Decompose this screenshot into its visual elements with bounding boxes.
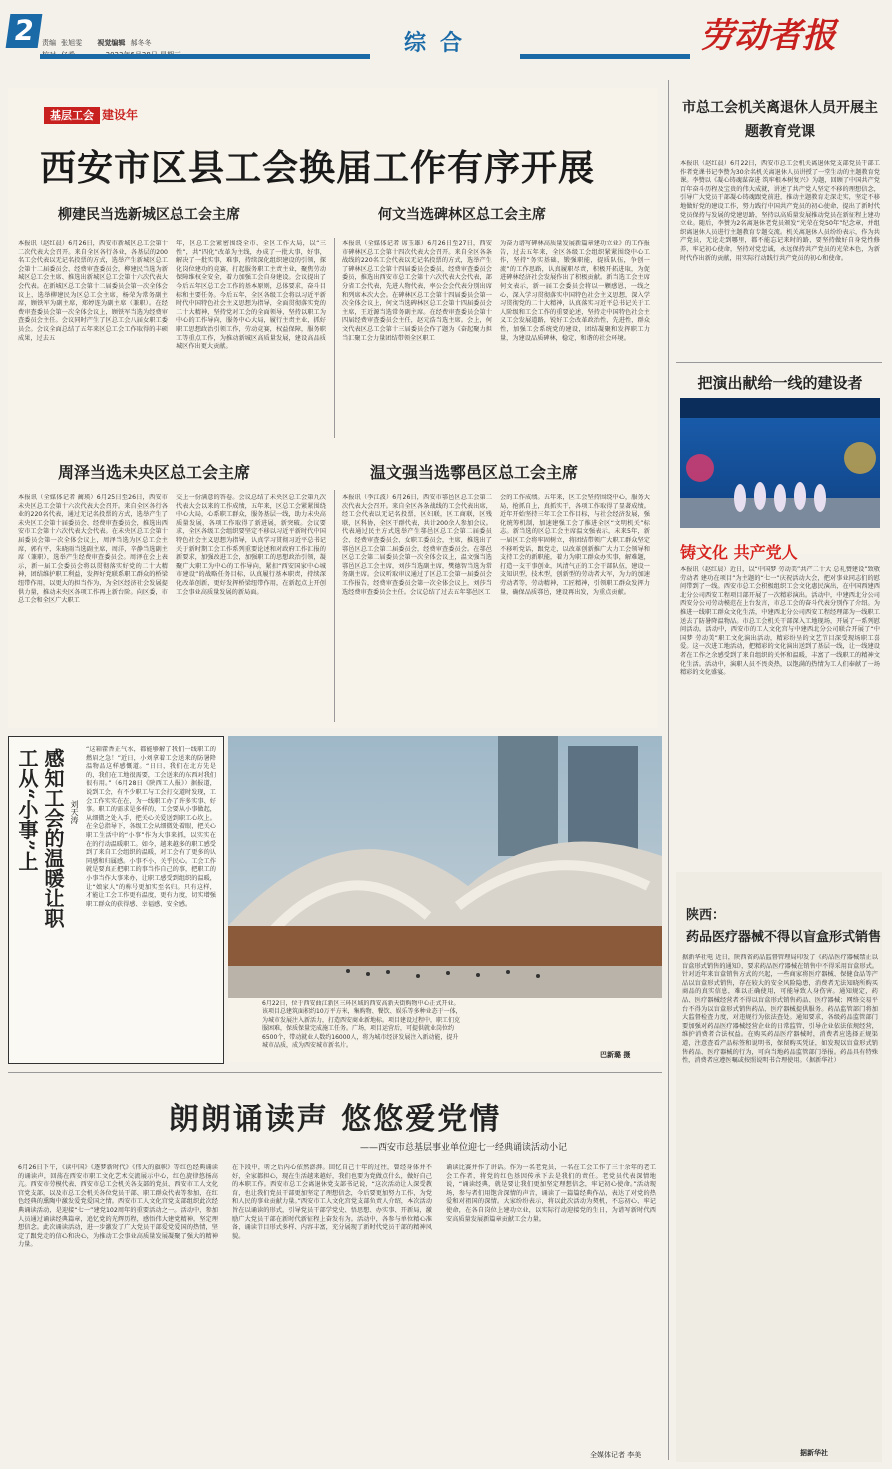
header-rule-right [520,54,690,59]
lead-subhead-1: 柳建民当选新城区总工会主席 [58,207,240,223]
editor-label: 责编 [42,39,56,47]
visual-label: 视觉编辑 [97,39,126,47]
lead-col-2: 年，区总工会紧密围绕全市、全区工作大局，以“三性”，共“四化”改革为主线，办成了一批大事，好事，解决了一批实事，难事，持续深化组织建设的引领，探化岗位建功的竞赛，打起服务职工主责主业，聚焦劳动保障维权全安全，着力加强工会自身建设。会议提出了今后五年区总工会工作的基本原则，总体要求，奋斗目标和主要任务。今后五年，全区各级工会将以习近平新时代中国特色社会主义思想为指导，全面贯彻落实党的二十大精神，坚持党对工会的全面领导，坚持以职工为中心的工作导向，服务中心大局，履行主责主业，抓好职工思想政治引领工作，劳动竞赛，权益保障，服务职工等重点工作，为推动新城区高质量发展，建设高品质城区作出更大贡献。 [176,240,326,351]
header-meta-2 [42,42,362,52]
page-number: 2 [6,14,43,48]
lead-divider-2 [334,490,335,722]
right-story3-source: 据新华社 [800,1449,828,1457]
lead-col-6: 交上一份满意的答卷。会议总结了未央区总工会第九次代表大会以来的工作成绩，五年来，区总工会紧紧围绕中心大局，心系职工群众，服务基层一线，助力未央高质量发展，各项工作取得了新进展，新突破。会议要求，全区各级工会组织要坚定不移以习近平新时代中国特色社会主义思想为指导，认真学习贯彻习近平总书记关于新时期工会工作系列重要论述和对政府工作汇报的新要求，加强改进工会，加强职工的思想政治引领，凝聚广大职工为中心的工作导向，紧扣“西安国家中心城市建设”的战略任务目标，认真履行基本职责，持续深化改革创新，更好发挥桥梁纽带作用，在新起点上开创工会事业高质量发展的新局面。 [176,494,326,596]
right-rule-1 [676,362,882,363]
right-column-divider [668,80,669,1460]
bottom-col-2: 在下段中，听之后内心依然澎湃。回忆自己十年的过往，曾经身体并不好，全家都担心，现在生活越来越好，我们也要为党做点什么，做好自己的本职工作。西安市总工会离退休党支部书记说，“这次活动让人深受教育，也让我们党员干部更加坚定了理想信念，今后要更加努力工作，为党和人民的事业贡献力量。”西安市工人文化宫党支部负责人介绍，本次活动旨在以诵读的形式，引导党员干部学党史、悟思想、办实事、开新局，激励广大党员干部在新时代新征程上奋发有为。活动中，各参与单位精心准备，诵读节目形式多样、内容丰富，充分展现了新时代党员干部的精神风貌。 [232,1164,432,1240]
lead-col-4: 为奋力谱写碑林高质量发展新篇章建功立业》的工作报告，过去五年来，全区各级工会组织紧紧围绕中心工作，坚持“务实基础，锻强职能，提质队伍，争创一流”的工作思路，认真履职尽责，积极开拓进取，为促进碑林经济社会发展作出了积极贡献。新当选工会主席何文表示，新一届工会委员会将以一颗感恩，一线之心，深入学习贯彻落实中国特色社会主义思想，深入学习贯彻党的二十大精神，认真落实习近平总书记关于工人阶级和工会工作的重要论述，坚持走中国特色社会主义工会发展道路，锐好工会改革政治性，先进性，群众性，加强工会系统党的建设，团结凝聚和发挥职工力量，为建设品质碑林，稳定，和谐的社会环境。 [500,240,650,342]
lead-col-5: 本报讯（全媒体记者 蔺瑛）6月25日至26日，西安市未央区总工会第十六次代表大会召开。来自全区各行各业的220名代表，通过无记名投票的方式，选举产生了未央区工会第十届委员会、经费审查委员会，推选出西安市工会第十六次代表大会代表。在未央区总工会第十届委员会第一次全体会议上，周泽当选为区总工会主席，郭有平，朱晓雨当选副主席，周洋，辛静当选副主席（兼职），选举产生经费审查委员会。周泽在会上表示，新一届工会委员会将以贯彻落实好党的二十大精神，团结维护职工利益，发挥好党联系职工群众的桥梁纽带作用，以更大的担当作为，为全区经济社会发展提供力量，推动未央区各项工作再上新台阶。向区委，市总工会和全区广大职工 [18,494,168,605]
header-meta [42,30,362,47]
bottom-subtitle: ——西安市总基层事业单位迎七一经典诵读活动小记 [360,1143,568,1153]
right-story3-body: 据新华社电 近日，陕西省药品监督管理局印发了《药品医疗器械禁止以盲盒形式销售的通知》，要求药品医疗器械在销售中不得采用盲盒形式。针对近年来盲盒销售方式的兴起，一些商家将医疗器械、保健食品等产品以盲盒形式销售，存在较大的安全风险隐患，消费者无法知晓所购买商品的真实信息，难以正确使用，可能导致人身伤害。通知规定，药品、医疗器械经营者不得以盲盒形式销售药品、医疗器械；网络交易平台不得为以盲盒形式销售药品、医疗器械提供服务。药品监管部门将加大监督检查力度，对违规行为依法查处。通知要求，各级药品监管部门要加强对药品医疗器械经营企业的日常监管，引导企业依法依规经营，维护消费者合法权益。在购买药品医疗器械时，消费者应选择正规渠道，注意查看产品标签和说明书，保留购买凭证，如发现以盲盒形式销售药品、医疗器械的行为，可向当地药品监管部门举报。药品具有特殊性，消费者应遵医嘱或按照说明书合理使用。（据新华社） [682,954,878,1065]
header-rule-left [40,54,370,59]
bottom-byline: 全媒体记者 李美 [590,1451,642,1459]
lead-col-1: 本报讯（赵红晨）6月26日，西安市新城区总工会第十二次代表大会召开。来自全区各行各业，各基层的200名工会代表以无记名投票的方式，选举产生新城区总工会第十二届委员会、经费审查委员会，柳建民当选为新城区总工会主席、推选出新城区总工会第十六次代表大会代表。在新城区总工会第十二届委员会第一次全体会议上，选举柳建民为区总工会主席，杨荣为常务副主席，顾铁军为副主席，郑婷连为副主席（兼职）。在经费审查委员会第一次全体会议上，顾铁军当选为经费审查委员会主任。会议同时产生了区总工会八届女职工委员会。会议全面总结了五年来区总工会工作取得的丰硕成果，过去五 [18,240,168,342]
bottom-rule [8,1072,662,1073]
lead-col-7: 本报讯（李江波）6月26日，西安市鄠邑区总工会第二次代表大会召开。来自全区各条战线的工会代表出席，经工会代表以无记名投票，区妇联，区工商联，区残联，区科协，全区干群代表，共计200余人参加会议。代表通过民主方式选举产生鄠邑区总工会第二届委员会、经费审查委员会、女职工委员会，主席，推选出了鄠邑区总工会第二届委员会，经费审查委员会。在鄠邑区总工会第二届委员会第一次全体会议上，温文强当选鄠邑区总工会主席，刘莎当选副主席，樊德智当选为常务副主席。会议听取审议通过了区总工会第一届委员会工作报告，经费审查委员会第一次全体会议上，刘莎当选经费审查委员会主任。会议总结了过去五年鄠邑区工 [342,494,492,596]
lead-tag-part2: 建设年 [102,108,139,122]
bottom-col-3: 诵读比赛并作了讲话。作为一名老党员，一名在工会工作了三十余年的老工会工作者，将党的红色基因传承下去是我们的责任。老党员代表深情地说，“诵读经典，就是要让我们更加坚定理想信念，牢记初心使命。”活动现场，参与者们用饱含深情的声音，诵读了一篇篇经典作品，表达了对党的热爱和对祖国的深情。大家纷纷表示，将以此次活动为契机，不忘初心、牢记使命，在各自岗位上建功立业，以实际行动迎接党的生日，为谱写新时代西安高质量发展新篇章贡献工会力量。 [446,1164,656,1223]
right-story1-title: 市总工会机关离退休人员开展主题教育党课 [682,100,878,140]
lead-col-3: 本报讯（全媒体记者 席玉雄）6月26日至27日，西安市碑林区总工会第十四次代表大会召开。来自全区各条战线的220名工会代表以无记名投票的方式，选举产生了碑林区总工会第十四届委员会委员，经费审查委员会委员，推选出西安市总工会第十六次代表大会代表，部分省工会代表，先进人物代表，率公会会代表分别出席和列席本次大会。在碑林区总工会第十四届委员会第一次全体会议上，何文当选碑林区总工会第十四届委员会主席，王近源当选常务副主席。在经费审查委员会第十四届经费审查委员会主任，赵元浩当选主席。会上，何文代表区总工会第十三届委员会作了题为《奋起聚力担当汇聚工会力量团结带领全区职工 [342,240,492,342]
lead-headline: 西安市区县工会换届工作有序开展 [40,147,596,189]
commentary-body: “这箱藿香正气水，都能够解了我们一线职工的燃眉之急！”近日，小刘拿着工会送来的防暑降温物品这样感慨道。“日日，我们在北方先是的，我们在工地很需要，工会送来的东西对我们很有用。”（6月28日《陕西工人报》）据报道，说到工会，有不少职工与工会打交道时发现，工会工作实实在在，为一线职工办了许多实事、好事。职工的需求是多样的，工会要从小事做起，从细微之处入手，把关心关爱送到职工心坎上。在全总指导下，各级工会从细微处着眼，把关心职工生活中的“小事”作为大事来抓，以实实在在的行动温暖职工。如今，越来越多的职工感受到了来自工会组织的温暖，对工会有了更多的认同感和归属感。小事不小，关乎民心。工会工作就是要真正把职工的事当作自己的事，把职工的小事当作大事来办，让职工感受到组织的温暖，让“娘家人”的称号更加实至名归。只有这样，才能让工会工作更有温度，更有力度，切实增强职工群众的获得感、幸福感、安全感。 [86,746,216,908]
commentary-title: 感知工会的温暖让职工从“小事”上 [15,748,65,928]
right-story3-kicker: 陕西： [686,908,726,923]
lead-subhead-4: 温文强当选鄠邑区总工会主席 [370,463,579,482]
photo-credit: 巴新璐 摄 [600,1051,631,1059]
bottom-col-1: 6月26日下午，《读中国》《逐梦新时代》《伟大的旗帜》等红色经典诵读的诵读声，回荡在西安市职工文化艺术交流展示中心，红色旋律悠扬高亢。西安市劳模代表、西安市总工会机关各支部的党员、西安市工人文化宫党支部，以及市总工会机关各位党员干部、职工群众代表等参加，在红色经典的熏陶中激发爱党爱国之情。西安市工人文化宫党支部组织此次经典诵读活动，是迎接“七一”建党102周年的重要活动之一。活动中，参加人员通过诵读经典篇章，追忆党的光辉历程，感悟伟大建党精神，坚定理想信念。此次诵读活动，进一步激发了广大党员干部爱党爱国的热情，坚定了跟党走的信心和决心，为推动工会事业高质量发展凝聚了强大的精神力量。 [18,1164,218,1249]
bottom-headline: 朗朗诵读声 悠悠爱党情 [168,1102,502,1137]
lead-tag-part1: 基层工会 [44,107,100,124]
stage-banner-text: 铸文化 共产党人 [680,543,798,560]
visual-name: 郝冬冬 [130,39,152,47]
stage-performance-photo [680,398,880,554]
right-story2-title: 把演出献给一线的建设者 [697,374,863,392]
photo-caption: 6月22日，位于西安曲江新区三环区域的西安高新天街购物中心正式开业。该项目总建筑面积约10万平方米，集购物、餐饮、娱乐等多种业态于一体，为城市发展注入新活力，打造西安商业新地标。项目建设过程中，职工们克服困难，保质保量完成施工任务。广场，项目运营后，可提供就业岗位约6500个，带动就业人数约16000人，将为城市经济发展注入新动能，提升城市品质，成为西安城市新名片。 [262,1000,462,1050]
right-story1-body: 本报讯（赵红晨）6月22日，西安市总工会机关离退休党支部党员干部工作者党课书记李赞为30余名机关离退休人员讲授了一堂生动的主题教育党课。李赞以《凝心铸魂谋奋进 筑牢根本树复兴》为题，回顾了中国共产党百年奋斗历程及宝贵的伟大成就，讲述了共产党人坚定不移的理想信念，引导广大党员干部凝心铸魂跟党前进，推动主题教育走深走实，坚定不移地做好党的建设工作，努力践行中国共产党员的初心使命，提出了新时代党员保持与发展的党建思路，坚持以高质量发展推动党员在新征程上建功立业。随后，李赞为2名离退休老党员颁发“光荣在党50年”纪念章，并组织离退休人员进行主题教育专题交流。机关离退休人员纷纷表示，作为共产党员，无论走到哪里，都不能忘记来时的路，要坚持做好自身党性修养，牢记初心使命，坚持对党忠诚，永远保持共产党员的光荣本色，为新时代作出新的贡献，用实际行动践行共产党员的初心和使命。 [680,160,880,262]
lead-subhead-2: 何文当选碑林区总工会主席 [378,207,546,223]
lead-tag [44,104,138,123]
editor-name: 张旭雯 [61,39,83,47]
section-title: 综合 [403,30,476,56]
newspaper-logo: 劳动者报 [700,16,836,56]
lead-col-8: 会的工作成绩。五年来，区工会坚持围绕中心，服务大局，抢抓自上，真抓实干，各项工作取得了显著成绩。近年开始坚持三年工会工作目标，与社会经济发展，强化统筹机制，加速建强工会了推进全区“文明机关”标志。新当选的区总工会主席温文强表示，未来5年，新一届区工会将牢固树立，将团结带领广大职工群众坚定不移听党话，跟党走，以改革创新推广大力工会领导和支持工会的新职能，着力为职工群众办实事，解难题，打造一支干事创业，风清气正的工会干部队伍，建设一支知识型，技术型，创新型的劳动者大军，为力的加速劳动者等，劳动精神，工匠精神，引领职工群众发挥力量，确保品质鄠邑，建设再出发，为重点贡献。 [500,494,650,596]
lead-subhead-3: 周泽当选未央区总工会主席 [58,463,251,482]
right-story2-body: 本报讯（赵红晨）近日，以“中国梦 劳动美”共产二十大 总礼赞建设”致敬劳动者 建功在项目”为主题的“七一”庆祝活动大会，把对事业同志们的慰问带到了一线。西安市总工会积极组织工会文化惠民演出，在中国西建西北分公司西安工程项目部开展了一次精彩演出。活动中，中建西北分公司西安分公司劳动模范在上台发言，市总工会的奋斗代表分别作了介绍。为推进一线职工群众文化生活，中建西北分公司西安工程经理部为一线职工送去了防暑降温物品。市总工会机关干部深入工地现场，开展了一系列慰问活动。活动中，西安市的工人文化宫与中建西北分公司联合开展了“中国梦 劳动美”职工文化演出活动，精彩纷呈的文艺节目深受现场职工喜爱。这一次进工地活动，把精彩的文化演出送到了基层一线，让一线建设者在工作之余感受到了来自组织的关怀和温暖，丰富了一线职工的精神文化生活。活动中，演职人员不畏炎热，以饱满的热情为工人们奉献了一场精彩的文化盛宴。 [680,566,880,677]
commentary-author: 刘天涛 [70,800,79,824]
lead-divider-1 [334,238,335,438]
right-story3-title: 药品医疗器械不得以盲盒形式销售 [686,930,882,945]
